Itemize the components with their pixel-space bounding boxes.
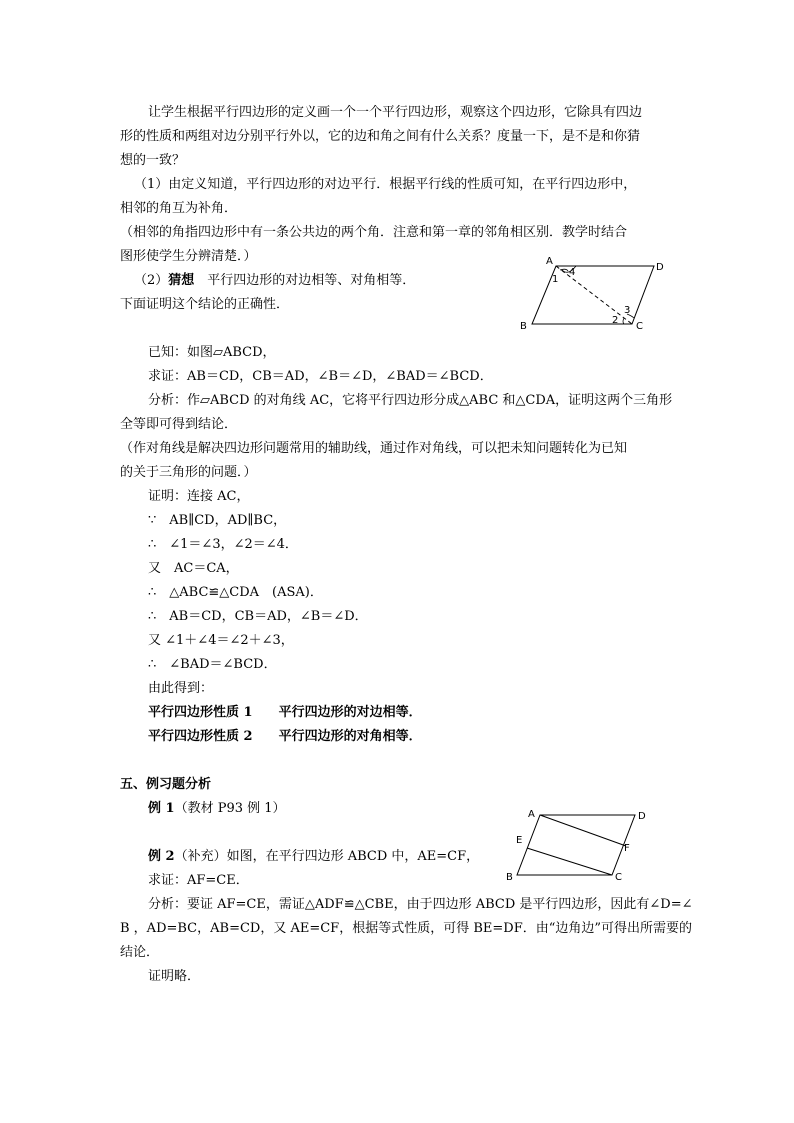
proof-line: 又 ∠1＋∠4＝∠2＋∠3， bbox=[148, 633, 294, 648]
fig1-label-b: B bbox=[520, 321, 527, 332]
proof-line: ∴ AB＝CD，CB＝AD，∠B＝∠D． bbox=[148, 609, 368, 624]
text-line: 图形使学生分辨清楚．） bbox=[120, 249, 257, 264]
text-line: 已知：如图▱ABCD， bbox=[148, 345, 276, 360]
text-line: 证明略． bbox=[148, 969, 201, 984]
fig2-label-a: A bbox=[528, 809, 535, 820]
example-2-text: （补充）如图，在平行四边形 ABCD 中，AE=CF， bbox=[174, 849, 480, 864]
fig1-label-2: 2 bbox=[612, 315, 619, 326]
fig1-label-3: 3 bbox=[624, 305, 631, 316]
guess-text: 平行四边形的对边相等、对角相等． bbox=[194, 273, 416, 288]
parallelogram-figure-2 bbox=[498, 803, 658, 883]
proof-line: 证明：连接 AC， bbox=[148, 489, 250, 504]
fig2-label-e: E bbox=[516, 835, 523, 846]
text-line: 结论． bbox=[120, 945, 160, 960]
proof-line: ∴ △ABC≌△CDA (ASA)． bbox=[148, 585, 323, 600]
guess-label: （2） bbox=[134, 273, 169, 288]
text-line: 相邻的角互为补角． bbox=[120, 201, 238, 216]
fig2-label-f: F bbox=[624, 843, 630, 854]
text-line: 由此得到： bbox=[148, 681, 214, 696]
text-line: 的关于三角形的问题．） bbox=[120, 465, 257, 480]
fig1-label-c: C bbox=[636, 321, 643, 332]
section-heading: 五、例习题分析 bbox=[120, 777, 212, 792]
example-1-label: 例 1 bbox=[148, 801, 175, 816]
guess-bold: 猜想 bbox=[168, 273, 195, 288]
fig1-label-a: A bbox=[546, 256, 553, 267]
proof-line: ∵ AB∥CD，AD∥BC， bbox=[148, 513, 287, 528]
guess-line bbox=[134, 272, 415, 290]
proof-line: 又 AC＝CA， bbox=[148, 561, 239, 576]
fig1-label-4: 4 bbox=[569, 267, 576, 278]
example-2 bbox=[148, 848, 479, 866]
example-2-label: 例 2 bbox=[148, 849, 175, 864]
property-1: 平行四边形性质 1 平行四边形的对边相等． bbox=[148, 705, 422, 720]
text-line: 分析：作▱ABCD 的对角线 AC，它将平行四边形分成△ABC 和△CDA，证明这两个三角形 bbox=[148, 393, 673, 408]
parallelogram-figure-1 bbox=[510, 252, 670, 334]
fig2-label-d: D bbox=[638, 811, 646, 822]
text-line: （作对角线是解决四边形问题常用的辅助线，通过作对角线，可以把未知问题转化为已知 bbox=[120, 441, 628, 456]
example-1 bbox=[148, 800, 286, 818]
proof-line: ∴ ∠BAD＝∠BCD． bbox=[148, 657, 277, 672]
fig1-label-d: D bbox=[656, 262, 664, 273]
text-line: （相邻的角指四边形中有一条公共边的两个角．注意和第一章的邻角相区别．教学时结合 bbox=[120, 225, 628, 240]
fig2-label-b: B bbox=[506, 872, 513, 883]
example-1-text: （教材 P93 例 1） bbox=[174, 801, 286, 816]
proof-line: ∴ ∠1＝∠3，∠2＝∠4． bbox=[148, 537, 298, 552]
text-line: 下面证明这个结论的正确性． bbox=[120, 297, 290, 312]
text-line: 想的一致？ bbox=[120, 153, 186, 168]
text-line: 求证：AB＝CD，CB＝AD，∠B＝∠D，∠BAD＝∠BCD． bbox=[148, 369, 493, 384]
text-line: 让学生根据平行四边形的定义画一个一个平行四边形，观察这个四边形，它除具有四边 bbox=[148, 105, 643, 120]
text-line: B ，AD=BC，AB=CD，又 AE=CF，根据等式性质，可得 BE=DF．由“边角边”可得出所需要的 bbox=[120, 921, 693, 936]
text-line: 形的性质和两组对边分别平行外以，它的边和角之间有什么关系？度量一下，是不是和你猜 bbox=[120, 129, 641, 144]
text-line: 分析：要证 AF=CE，需证△ADF≌△CBE，由于四边形 ABCD 是平行四边形，因此有∠D=∠ bbox=[148, 897, 693, 912]
fig2-label-c: C bbox=[615, 872, 622, 883]
fig1-label-1: 1 bbox=[552, 274, 559, 285]
text-line: 求证：AF=CE． bbox=[148, 873, 249, 888]
text-line: 全等即可得到结论． bbox=[120, 417, 238, 432]
property-2: 平行四边形性质 2 平行四边形的对角相等． bbox=[148, 729, 422, 744]
text-line: （1）由定义知道，平行四边形的对边平行．根据平行线的性质可知，在平行四边形中， bbox=[134, 177, 637, 192]
